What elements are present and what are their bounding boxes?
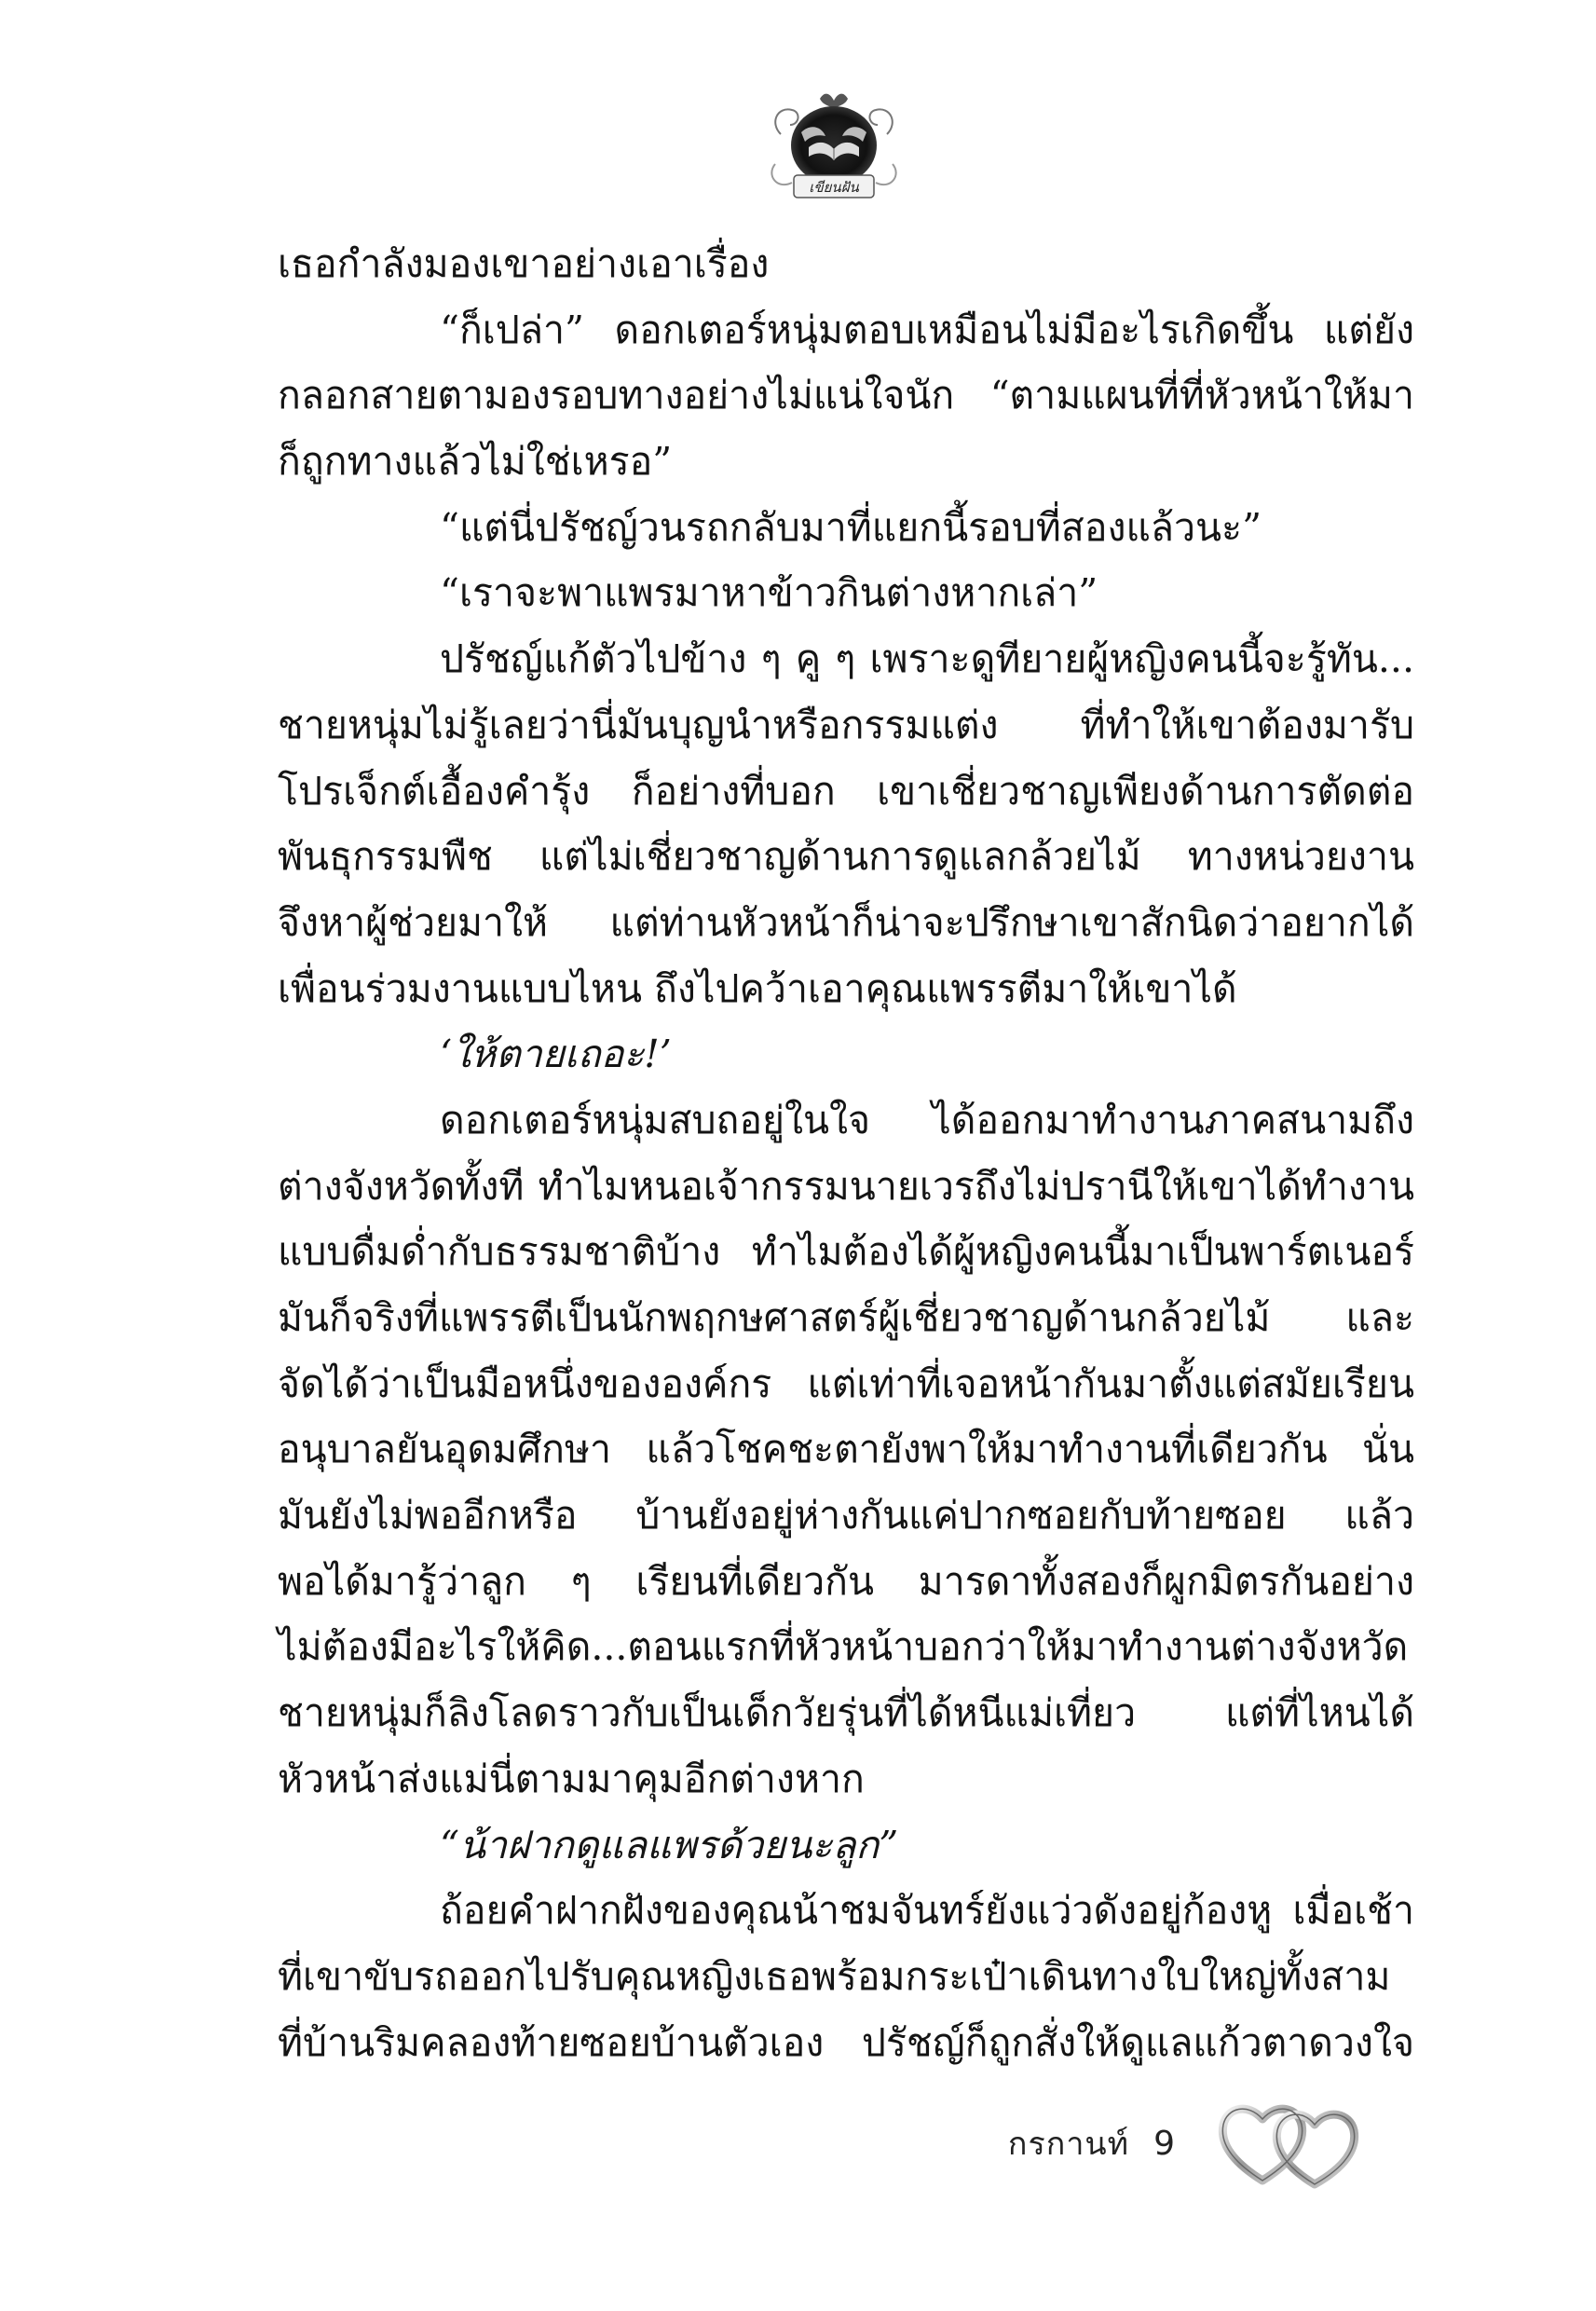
header-logo [764, 86, 904, 201]
text-line: ต่างจังหวัดทั้งที ทำไมหนอเจ้ากรรมนายเวรถึงไม่ปรานีให้เขาได้ทำงาน [278, 1163, 1414, 1209]
hearts-ornament-icon [1214, 2087, 1372, 2199]
page-footer [1008, 2087, 1372, 2199]
text-line: เพื่อนร่วมงานแบบไหน ถึงไปคว้าเอาคุณแพรรตีมาให้เขาได้ [278, 965, 1237, 1011]
text-line: ที่บ้านริมคลองท้ายซอยบ้านตัวเอง ปรัชญ์ก็ถูกสั่งให้ดูแลแก้วตาดวงใจ [278, 2019, 1414, 2065]
text-line: จึงหาผู้ช่วยมาให้ แต่ท่านหัวหน้าก็น่าจะปรึกษาเขาสักนิดว่าอยากได้ [278, 899, 1414, 945]
text-line: โปรเจ็กต์เอื้องคำรุ้ง ก็อย่างที่บอก เขาเชี่ยวชาญเพียงด้านการตัดต่อ [278, 768, 1414, 814]
text-line: มันยังไม่พออีกหรือ บ้านยังอยู่ห่างกันแค่ปากซอยกับท้ายซอย แล้ว [278, 1493, 1414, 1538]
text-line: “ก็เปล่า” ดอกเตอร์หนุ่มตอบเหมือนไม่มีอะไรเกิดขึ้น แต่ยัง [440, 307, 1414, 352]
logo-text: เขียนฝัน [809, 179, 859, 196]
footer-book-title: กรกานท์ [1007, 2126, 1130, 2163]
text-line: ที่เขาขับรถออกไปรับคุณหญิงเธอพร้อมกระเป๋าเดินทางใบใหญ่ทั้งสาม [278, 1953, 1391, 1999]
text-line: “น้าฝากดูแลแพรด้วยนะลูก” [440, 1822, 899, 1867]
text-line: แบบดื่มด่ำกับธรรมชาติบ้าง ทำไมต้องได้ผู้หญิงคนนี้มาเป็นพาร์ตเนอร์ [278, 1229, 1414, 1275]
text-line: “แต่นี่ปรัชญ์วนรถกลับมาที่แยกนี้รอบที่สองแล้วนะ” [440, 504, 1262, 550]
text-line: พอได้มารู้ว่าลูก ๆ เรียนที่เดียวกัน มารดาทั้งสองก็ผูกมิตรกันอย่าง [278, 1558, 1414, 1604]
text-line: ดอกเตอร์หนุ่มสบถอยู่ในใจ ได้ออกมาทำงานภาคสนามถึง [440, 1097, 1414, 1142]
text-line: ชายหนุ่มก็ลิงโลดราวกับเป็นเด็กวัยรุ่นที่ได้หนีแม่เที่ยว แต่ที่ไหนได้ [278, 1690, 1414, 1736]
text-line: จัดได้ว่าเป็นมือหนึ่งขององค์กร แต่เท่าที่เจอหน้ากันมาตั้งแต่สมัยเรียน [278, 1361, 1414, 1406]
page-number: 9 [1153, 2124, 1175, 2163]
text-line: หัวหน้าส่งแม่นี่ตามมาคุมอีกต่างหาก [278, 1756, 865, 1801]
text-line: ปรัชญ์แก้ตัวไปข้าง ๆ คู ๆ เพราะดูทียายผู้หญิงคนนี้จะรู้ทัน... [440, 636, 1414, 682]
text-line: อนุบาลยันอุดมศึกษา แล้วโชคชะตายังพาให้มาทำงานที่เดียวกัน นั่น [278, 1427, 1414, 1472]
text-line: ก็ถูกทางแล้วไม่ใช่เหรอ” [278, 439, 673, 485]
text-line: ชายหนุ่มไม่รู้เลยว่านี่มันบุญนำหรือกรรมแต่ง ที่ทำให้เขาต้องมารับ [278, 702, 1414, 747]
text-line: ‘ให้ตายเถอะ!’ [440, 1032, 672, 1077]
body-text [278, 231, 1414, 2075]
text-line: กลอกสายตามองรอบทางอย่างไม่แน่ใจนัก “ตามแผนที่ที่หัวหน้าให้มา [278, 373, 1414, 418]
text-line: “เราจะพาแพรมาหาข้าวกินต่างหากเล่า” [440, 570, 1098, 616]
text-line: เธอกำลังมองเขาอย่างเอาเรื่อง [278, 241, 770, 286]
text-line: มันก็จริงที่แพรรตีเป็นนักพฤกษศาสตร์ผู้เชี่ยวชาญด้านกล้วยไม้ และ [278, 1295, 1414, 1340]
text-line: ถ้อยคำฝากฝังของคุณน้าชมจันทร์ยังแว่วดังอยู่ก้องหู เมื่อเช้า [440, 1888, 1414, 1934]
text-line: ไม่ต้องมีอะไรให้คิด...ตอนแรกที่หัวหน้าบอกว่าให้มาทำงานต่างจังหวัด [278, 1624, 1409, 1670]
text-line: พันธุกรรมพืช แต่ไม่เชี่ยวชาญด้านการดูแลกล้วยไม้ ทางหน่วยงาน [278, 834, 1414, 880]
